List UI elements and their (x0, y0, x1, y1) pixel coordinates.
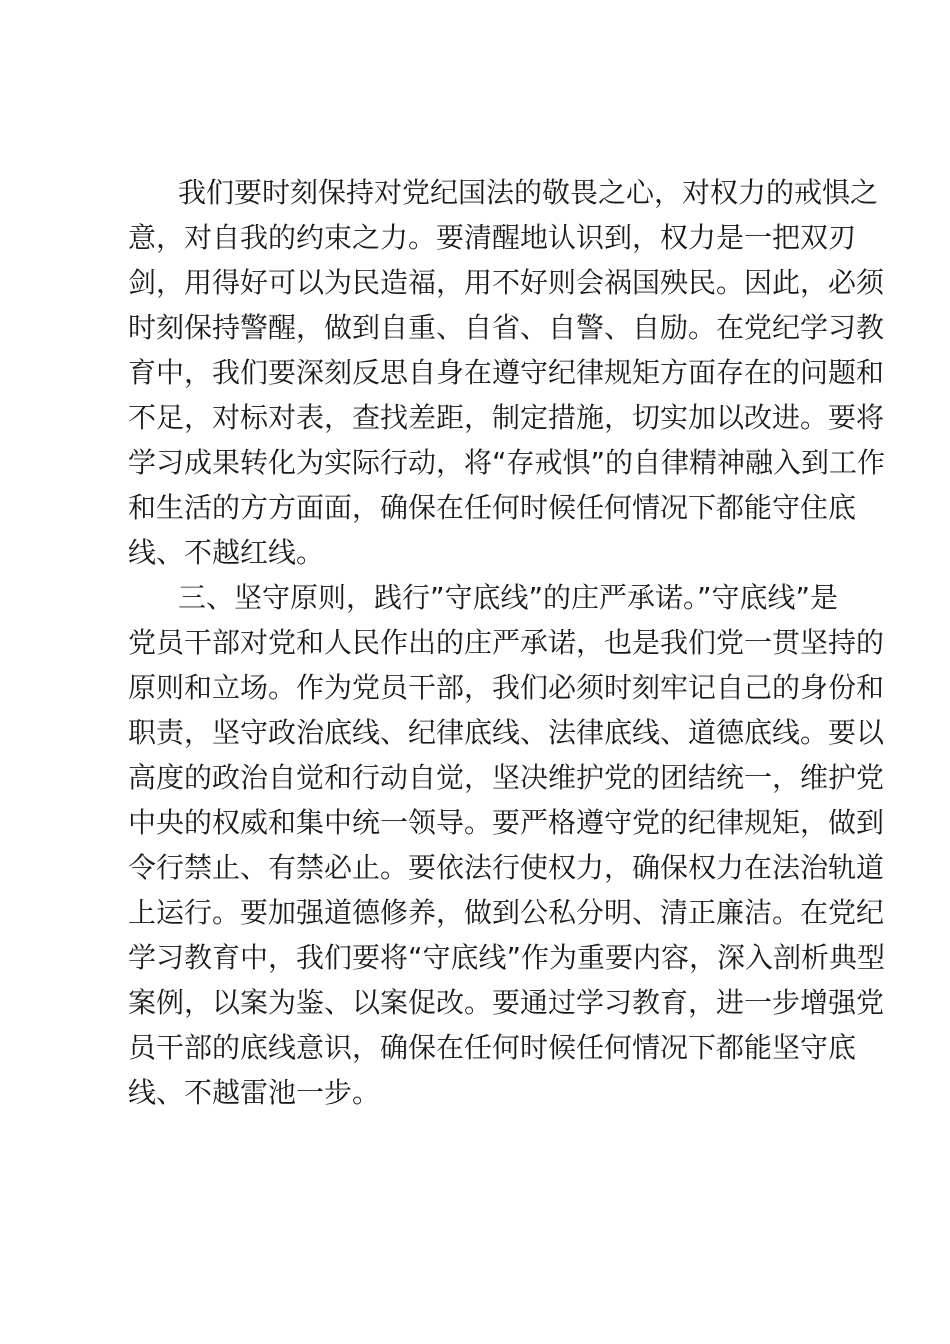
text-line: 时刻保持警醒，做到自重、自省、自警、自励。在党纪学习教 (128, 311, 885, 344)
text-line: 线、不越雷池一步。 (128, 1076, 381, 1109)
text-line: 令行禁止、有禁必止。要依法行使权力，确保权力在法治轨道 (128, 851, 885, 884)
text-line: 学习教育中，我们要将“守底线”作为重要内容，深入剖析典型 (128, 941, 886, 974)
text-line: 中央的权威和集中统一领导。要严格遵守党的纪律规矩，做到 (128, 806, 885, 839)
text-line: 剑，用得好可以为民造福，用不好则会祸国殃民。因此，必须 (128, 266, 885, 299)
text-line: 原则和立场。作为党员干部，我们必须时刻牢记自己的身份和 (128, 671, 885, 704)
text-line: 我们要时刻保持对党纪国法的敬畏之心，对权力的戒惧之 (178, 176, 879, 209)
text-line: 党员干部对党和人民作出的庄严承诺，也是我们党一贯坚持的 (128, 626, 885, 659)
paragraph-section-three (128, 575, 886, 1115)
section-heading-line: 三、坚守原则，践行”守底线”的庄严承诺。”守底线”是 (178, 581, 839, 614)
text-line: 高度的政治自觉和行动自觉，坚决维护党的团结统一，维护党 (128, 761, 885, 794)
body-text (128, 170, 886, 1115)
text-line: 和生活的方方面面，确保在任何时候任何情况下都能守住底 (128, 491, 857, 524)
text-line: 意，对自我的约束之力。要清醒地认识到，权力是一把双刃 (128, 221, 857, 254)
text-line: 线、不越红线。 (128, 536, 325, 569)
text-line: 不足，对标对表，查找差距，制定措施，切实加以改进。要将 (128, 401, 885, 434)
text-line: 职责，坚守政治底线、纪律底线、法律底线、道德底线。要以 (128, 716, 885, 749)
text-line: 育中，我们要深刻反思自身在遵守纪律规矩方面存在的问题和 (128, 356, 885, 389)
text-line: 案例，以案为鉴、以案促改。要通过学习教育，进一步增强党 (128, 986, 885, 1019)
text-line: 员干部的底线意识，确保在任何时候任何情况下都能坚守底 (128, 1031, 857, 1064)
paragraph-discipline-awe (128, 170, 886, 575)
text-line: 学习成果转化为实际行动，将“存戒惧”的自律精神融入到工作 (128, 446, 886, 479)
text-line: 上运行。要加强道德修养，做到公私分明、清正廉洁。在党纪 (128, 896, 885, 929)
